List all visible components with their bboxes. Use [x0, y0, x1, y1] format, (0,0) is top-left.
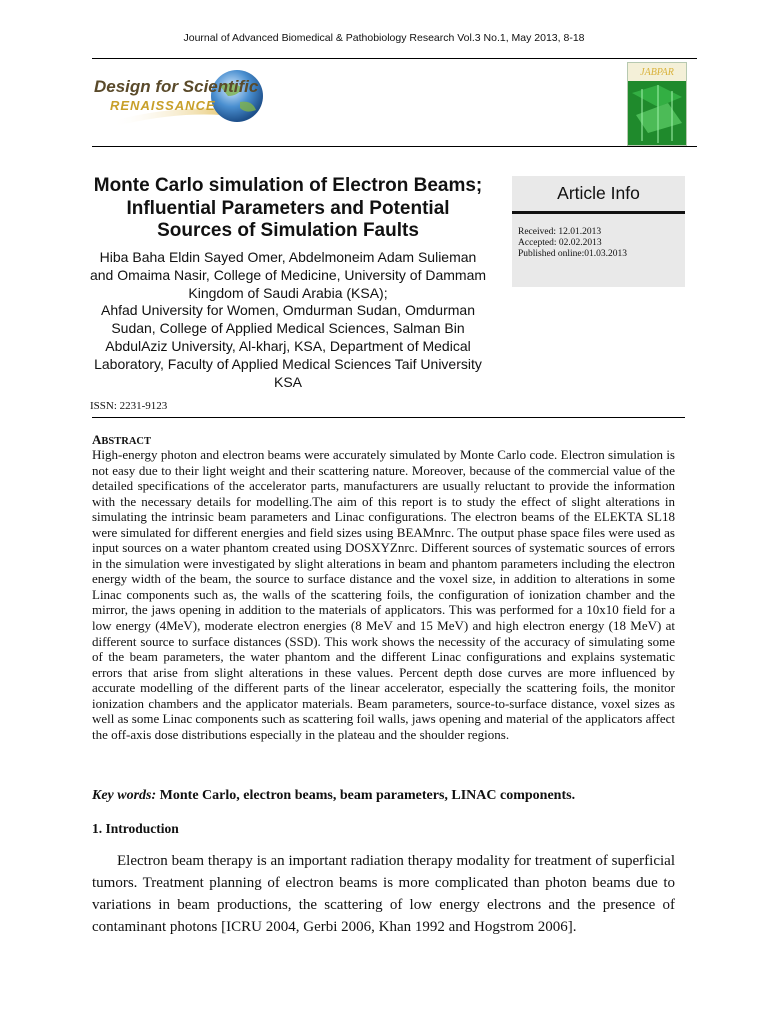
article-title: Monte Carlo simulation of Electron Beams; Influential Parameters and Potential Sources of Simulation Faults — [93, 175, 483, 241]
issn: ISSN: 2231-9123 — [90, 400, 168, 412]
author-line: Ahfad University for Women, Omdurman Sudan, Omdurman Sudan, College of Applied Medical Sciences, Salman Bin AbdulAziz University, Al-kharj, KSA, Department of Medical Laboratory, Faculty of Applied Medical Sciences Taif University KSA — [94, 302, 482, 390]
article-info-box — [512, 176, 685, 287]
issn-divider — [92, 417, 685, 418]
jabpar-label: JABPAR — [640, 67, 674, 78]
article-info-dates — [518, 227, 627, 260]
jabpar-logo — [627, 62, 687, 146]
keywords-label: Key words: — [92, 788, 157, 803]
header-divider — [92, 58, 697, 59]
logo-divider — [92, 146, 697, 147]
abstract-heading — [92, 432, 151, 448]
published-date: Published online:01.03.2013 — [518, 249, 627, 259]
abstract-heading-rest: BSTRACT — [101, 436, 151, 447]
article-info-title: Article Info — [557, 183, 640, 203]
accepted-date: Accepted: 02.02.2013 — [518, 238, 602, 248]
design-for-scientific-renaissance-logo — [92, 66, 272, 136]
abstract-text: High-energy photon and electron beams were accurately simulated by Monte Carlo code. Electron simulation is not easy due to their light weight and their scattering nature. Moreover, because of the commercial value of the detailed specifications of the accelerator parts, manufacturers are usually reluctant to provide the information with the necessary details for modelling.The aim of this report is to study the effect of slight alterations in simulating the intrinsic beam parameters and Linac configurations. The electron beams of the ELEKTA SL18 were simulated for different energies and field sizes using BEAMnrc. The output phase space files were used as input sources on a water phantom created using DOSXYZnrc. Different sources of systematic sources of errors in the simulation were investigated by slight alterations in beam and phantom parameters including the electron energy width of the beam, the source to surface distance and the voxel size, in addition to alterations in some Linac components such as, the walls of the scattering foils, the configuration of ionization chamber and the mirror, the jaws opening in addition to the materials of applicators. This was performed for a 10x10 field for a low energy (4MeV), moderate electron energies (8 MeV and 15 MeV) and high electron energy (18 MeV) at different source to surface distances (SSD). This work shows the necessity of the accuracy of simulating some of the beam parameters, the water phantom and the different Linac configurations and explains systematic errors that arise from slight alterations in these values. Percent depth dose curves are more influenced by accurate modelling of the different parts of the linear accelerator, especially the scattering foils, the monitor ionization chambers and the applicator materials. Beam parameters, source-to-surface distance, voxel sizes as well as some Linac components such as scattering foil walls, jaws opening and material of the applicators affect the off-axis dose distributions especially in the plateau and the shoulder regions. — [92, 447, 675, 742]
keywords-text: Monte Carlo, electron beams, beam parameters, LINAC components. — [159, 788, 576, 803]
logo-line2: RENAISSANCE — [110, 98, 216, 113]
article-info-divider — [512, 211, 685, 214]
journal-header: Journal of Advanced Biomedical & Pathobiology Research Vol.3 No.1, May 2013, 8-18 — [183, 32, 585, 44]
introduction-heading: 1. Introduction — [92, 821, 179, 836]
introduction-text: Electron beam therapy is an important radiation therapy modality for treatment of superficial tumors. Treatment planning of electron beams is more complicated than photon beams due to variations in beam productions, the scattering of low energy electrons and the presence of contaminant photons [ICRU 2004, Gerbi 2006, Khan 1992 and Hogstrom 2006]. — [92, 853, 675, 935]
author-line: Hiba Baha Eldin Sayed Omer, Abdelmoneim Adam Sulieman and Omaima Nasir, College of Medicine, University of Dammam Kingdom of Saudi Arabia (KSA); — [89, 249, 487, 301]
abstract-heading-initial: A — [92, 432, 102, 447]
logo-line1: Design for Scientific — [94, 77, 259, 96]
keywords — [92, 788, 575, 804]
author-affiliations — [88, 249, 488, 391]
received-date: Received: 12.01.2013 — [518, 227, 602, 237]
